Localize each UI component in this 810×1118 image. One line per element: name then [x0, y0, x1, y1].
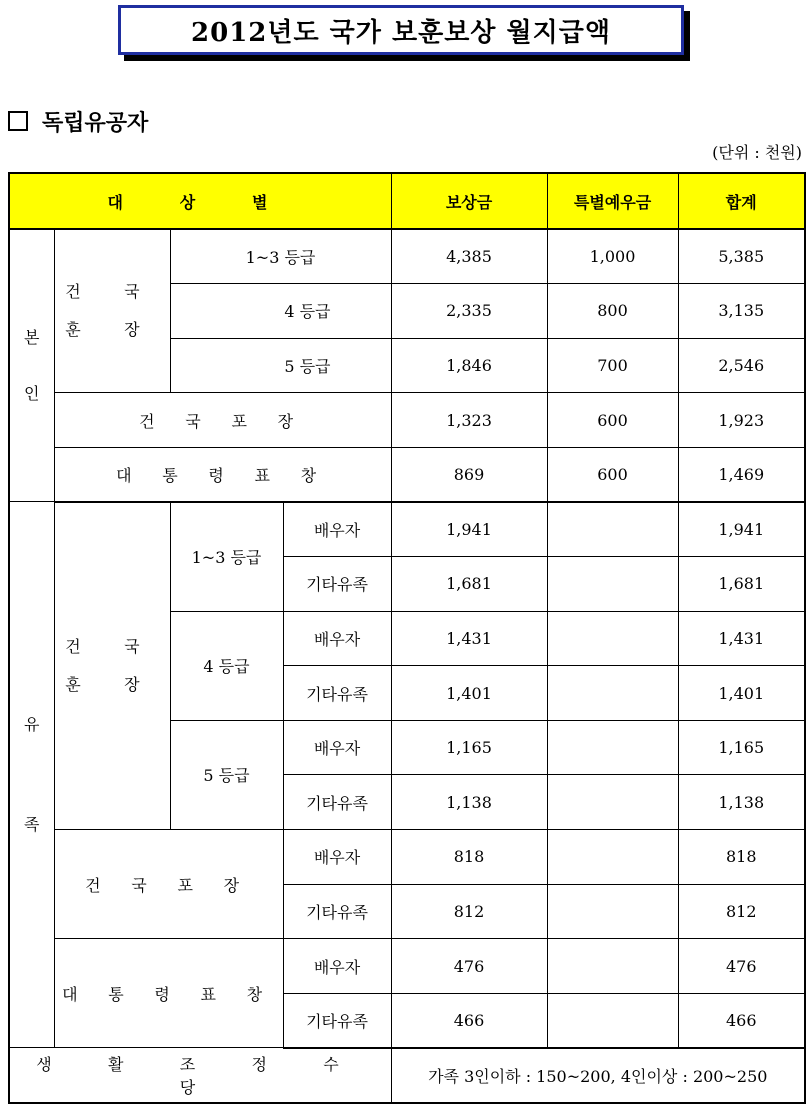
compensation-cell: 476 — [391, 939, 547, 994]
special-cell — [547, 666, 678, 721]
special-cell — [547, 830, 678, 885]
checkbox-icon — [8, 111, 28, 131]
grade-cell: 1~3 등급 — [170, 502, 283, 611]
compensation-cell: 2,335 — [391, 284, 547, 339]
total-cell: 1,681 — [678, 557, 805, 612]
special-cell — [547, 993, 678, 1048]
compensation-cell: 1,431 — [391, 611, 547, 666]
grade-cell: 1~3 등급 — [170, 229, 391, 284]
total-cell: 1,431 — [678, 611, 805, 666]
special-cell — [547, 502, 678, 557]
spouse-cell: 배우자 — [283, 830, 391, 885]
total-cell: 1,401 — [678, 666, 805, 721]
special-cell — [547, 884, 678, 939]
header-target: 대 상 별 — [9, 173, 391, 229]
total-cell: 3,135 — [678, 284, 805, 339]
table-row — [9, 229, 805, 284]
compensation-cell: 1,323 — [391, 393, 547, 448]
special-cell — [547, 557, 678, 612]
table-row — [9, 1048, 805, 1103]
section-heading — [8, 106, 148, 136]
other-family-cell: 기타유족 — [283, 775, 391, 830]
total-cell: 5,385 — [678, 229, 805, 284]
special-cell: 600 — [547, 447, 678, 502]
total-cell: 2,546 — [678, 338, 805, 393]
payment-table — [8, 172, 806, 1104]
special-cell: 800 — [547, 284, 678, 339]
bereaved-label: 유 족 — [9, 502, 54, 1048]
compensation-cell: 869 — [391, 447, 547, 502]
allowance-value: 가족 3인이하 : 150~200, 4인이상 : 200~250 — [391, 1048, 805, 1103]
category-cell: 건 국 포 장 — [54, 393, 391, 448]
header-special: 특별예우금 — [547, 173, 678, 229]
table-row — [9, 393, 805, 448]
total-cell: 1,923 — [678, 393, 805, 448]
spouse-cell: 배우자 — [283, 502, 391, 557]
header-row — [9, 173, 805, 229]
grade-cell: 5 등급 — [170, 338, 391, 393]
spouse-cell: 배우자 — [283, 611, 391, 666]
other-family-cell: 기타유족 — [283, 557, 391, 612]
header-compensation: 보상금 — [391, 173, 547, 229]
total-cell: 812 — [678, 884, 805, 939]
table-row — [9, 502, 805, 557]
self-label: 본 인 — [9, 229, 54, 502]
grade-cell: 5 등급 — [170, 720, 283, 829]
compensation-cell: 818 — [391, 830, 547, 885]
total-cell: 466 — [678, 993, 805, 1048]
total-cell: 818 — [678, 830, 805, 885]
special-cell — [547, 720, 678, 775]
page-title: 2012년도 국가 보훈보상 월지급액 — [118, 5, 684, 55]
other-family-cell: 기타유족 — [283, 884, 391, 939]
category-cell: 대 통 령 표 창 — [54, 939, 283, 1048]
compensation-cell: 1,401 — [391, 666, 547, 721]
compensation-cell: 1,846 — [391, 338, 547, 393]
spouse-cell: 배우자 — [283, 939, 391, 994]
unit-label: (단위 : 천원) — [712, 143, 802, 162]
bereaved-medal-label: 건 국 훈 장 — [54, 502, 170, 830]
section-title: 독립유공자 — [42, 109, 149, 136]
category-cell: 건 국 포 장 — [54, 830, 283, 939]
total-cell: 476 — [678, 939, 805, 994]
grade-cell: 4 등급 — [170, 284, 391, 339]
allowance-label: 생 활 조 정 수 당 — [9, 1048, 391, 1103]
compensation-cell: 1,138 — [391, 775, 547, 830]
special-cell: 1,000 — [547, 229, 678, 284]
special-cell — [547, 611, 678, 666]
special-cell — [547, 939, 678, 994]
other-family-cell: 기타유족 — [283, 666, 391, 721]
category-cell: 대 통 령 표 창 — [54, 447, 391, 502]
total-cell: 1,469 — [678, 447, 805, 502]
compensation-cell: 812 — [391, 884, 547, 939]
grade-cell: 4 등급 — [170, 611, 283, 720]
total-cell: 1,941 — [678, 502, 805, 557]
table-row — [9, 447, 805, 502]
header-total: 합계 — [678, 173, 805, 229]
table-row — [9, 939, 805, 994]
self-medal-label: 건 국 훈 장 — [54, 229, 170, 393]
special-cell — [547, 775, 678, 830]
special-cell: 600 — [547, 393, 678, 448]
compensation-cell: 466 — [391, 993, 547, 1048]
special-cell: 700 — [547, 338, 678, 393]
table-row — [9, 830, 805, 885]
compensation-cell: 4,385 — [391, 229, 547, 284]
compensation-cell: 1,165 — [391, 720, 547, 775]
total-cell: 1,165 — [678, 720, 805, 775]
total-cell: 1,138 — [678, 775, 805, 830]
spouse-cell: 배우자 — [283, 720, 391, 775]
compensation-cell: 1,681 — [391, 557, 547, 612]
other-family-cell: 기타유족 — [283, 993, 391, 1048]
compensation-cell: 1,941 — [391, 502, 547, 557]
